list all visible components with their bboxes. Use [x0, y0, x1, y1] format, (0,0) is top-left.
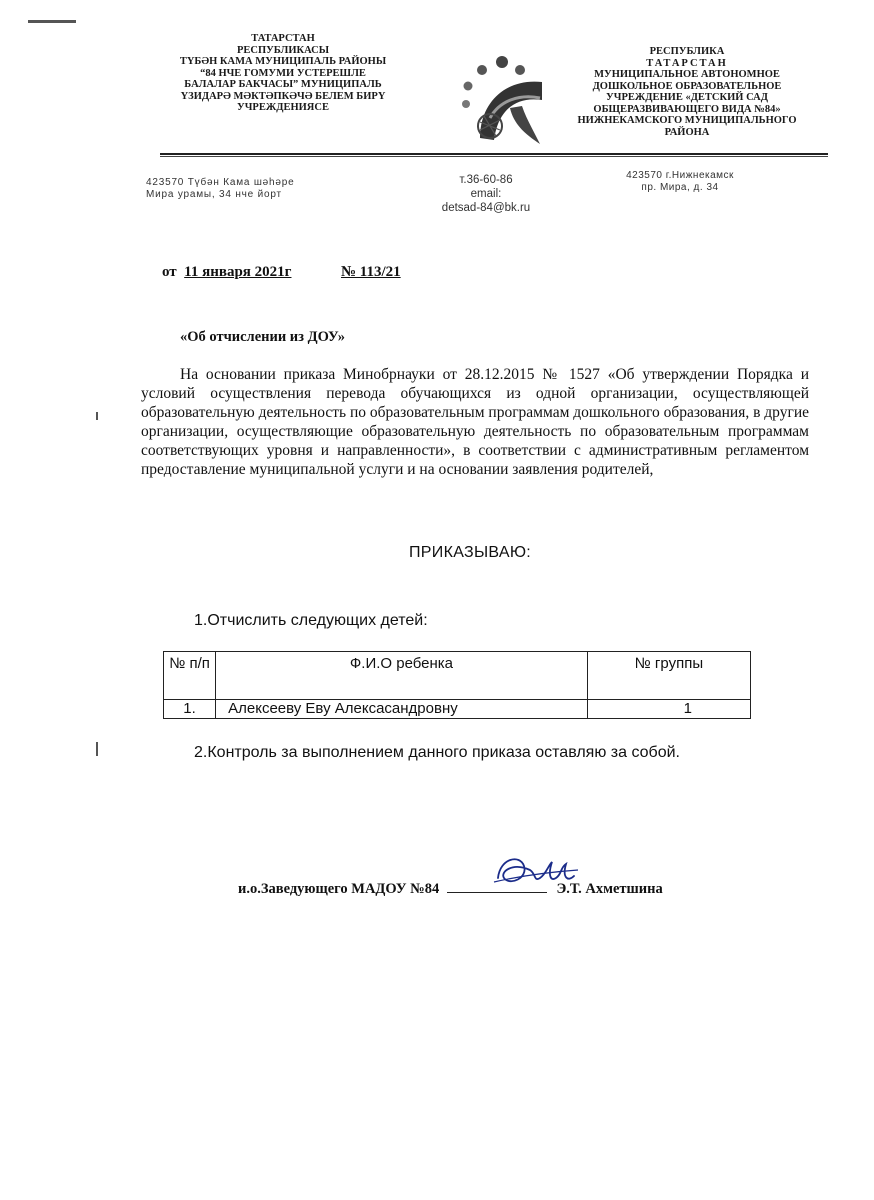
col-header-group: № группы: [587, 652, 750, 700]
header-divider: [160, 156, 828, 157]
signatory-title: и.о.Заведующего МАДОУ №84: [238, 881, 440, 897]
header-line: “84 НЧЕ ГОМУМИ УСТЕРЕШЛЕ: [200, 67, 366, 79]
header-line: ОБЩЕРАЗВИВАЮЩЕГО ВИДА №84»: [593, 103, 781, 115]
col-header-name: Ф.И.О ребенка: [216, 652, 588, 700]
order-subject: «Об отчислении из ДОУ»: [180, 329, 346, 345]
order-body: [141, 365, 809, 479]
address-tatar: [146, 177, 294, 201]
header-line: РЕСПУБЛИКАСЫ: [236, 44, 330, 56]
order-date: 11 января 2021г: [184, 264, 292, 280]
cell-number: 1.: [164, 700, 216, 719]
cell-name: Алексееву Еву Алексасандровну: [216, 700, 588, 719]
scan-artifact: [96, 412, 98, 420]
header-line: ТАТАРСТАН: [251, 33, 315, 44]
address-line: 423570 Түбән Кама шәһәре: [146, 177, 295, 188]
children-table: [163, 651, 751, 719]
order-item-2: 2.Контроль за выполнением данного приказа оставляю за собой.: [194, 744, 680, 761]
header-line: РЕСПУБЛИКА: [649, 46, 725, 57]
header-line: ҮЗИДАРӘ МӘКТӘПКӘЧӘ БЕЛЕМ БИРҮ: [180, 90, 386, 102]
email-label: email:: [470, 188, 502, 200]
header-line: РАЙОНА: [664, 126, 710, 138]
scan-artifact: [96, 742, 98, 756]
table-row: [164, 700, 751, 719]
body-paragraph: На основании приказа Минобрнауки от 28.12.2015 № 1527 «Об утверждении Порядка и условий осуществления перевода обучающихся из одной организации, осуществляющей образовательную деятельность по образовательным программам дошкольного образования, в другие организации, осуществляющие образовательную деятельность по образовательным программам соответствующих уровня и направленности», в соответствии с административным регламентом предоставление муниципальной услуги и на основании заявления родителей,: [141, 366, 809, 478]
scan-artifact: [28, 20, 76, 23]
order-item-1: 1.Отчислить следующих детей:: [194, 612, 428, 629]
header-line: ТҮБӘН КАМА МУНИЦИПАЛЬ РАЙОНЫ: [179, 56, 387, 67]
header-line: ДОШКОЛЬНОЕ ОБРАЗОВАТЕЛЬНОЕ: [592, 80, 782, 92]
header-divider: [160, 153, 828, 155]
order-number: № 113/21: [340, 264, 401, 280]
email: detsad-84@bk.ru: [441, 202, 531, 214]
address-line: пр. Мира, д. 34: [641, 182, 719, 193]
header-org-name-tatar: [158, 33, 408, 114]
address-line: 423570 г.Нижнекамск: [626, 170, 734, 181]
signature-line: [238, 878, 663, 898]
order-heading: ПРИКАЗЫВАЮ:: [409, 544, 532, 561]
cell-group: 1: [587, 700, 750, 719]
header-line: ТАТАРСТАН: [646, 57, 728, 69]
header-line: УЧРЕЖДЕНИЯСЕ: [237, 102, 329, 113]
address-line: Мира урамы, 34 нче йорт: [146, 189, 282, 200]
table-header-row: [164, 652, 751, 700]
organization-logo: [450, 48, 550, 157]
header-org-name-russian: [562, 46, 812, 138]
contacts: [418, 173, 554, 215]
signatory-name: Э.Т. Ахметшина: [556, 881, 663, 897]
address-russian: [580, 170, 780, 194]
header-line: НИЖНЕКАМСКОГО МУНИЦИПАЛЬНОГО: [577, 115, 797, 126]
header-line: УЧРЕЖДЕНИЕ «ДЕТСКИЙ САД: [606, 92, 768, 103]
col-header-number: № п/п: [164, 652, 216, 700]
phone: т.36-60-86: [459, 174, 513, 186]
handwritten-signature: [490, 848, 580, 903]
order-date-number: [162, 264, 401, 281]
header-line: МУНИЦИПАЛЬНОЕ АВТОНОМНОЕ: [594, 69, 780, 80]
date-prefix: от: [162, 264, 177, 280]
header-line: БАЛАЛАР БАКЧАСЫ” МУНИЦИПАЛЬ: [184, 79, 382, 90]
